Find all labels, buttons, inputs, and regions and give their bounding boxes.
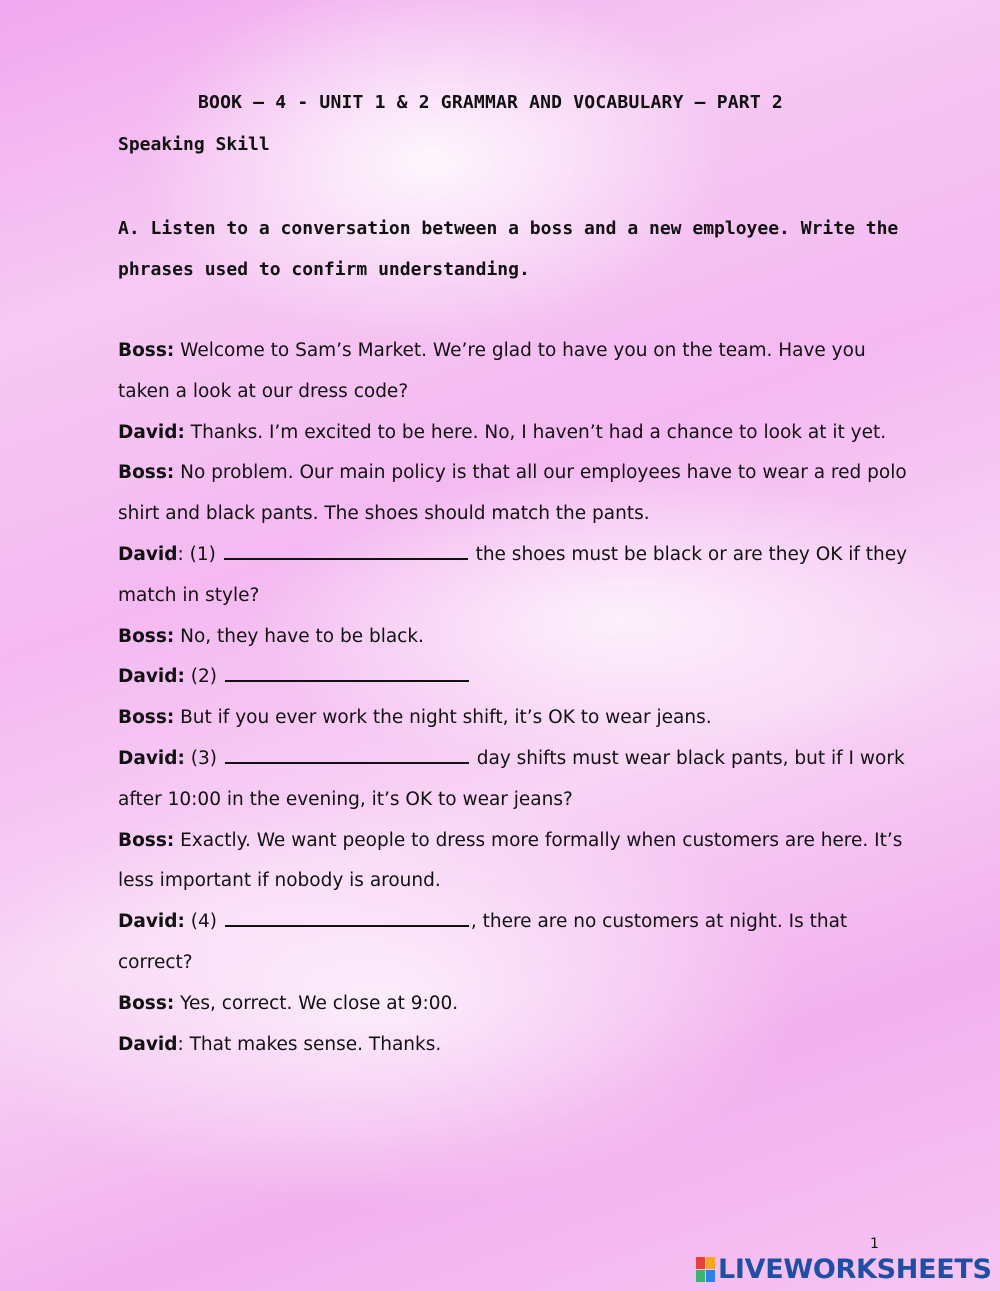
dialogue-line: [118, 453, 918, 535]
logo-text: LIVEWORKSHEETS: [718, 1254, 992, 1285]
speaker-name: Boss:: [118, 829, 175, 851]
answer-blank-1[interactable]: [224, 540, 468, 560]
dialogue-line: [118, 413, 918, 454]
speaker-name: Boss:: [118, 340, 175, 361]
dialogue-text: (2): [184, 666, 223, 688]
speaker-name: Boss:: [118, 625, 175, 647]
dialogue-text: (3): [184, 747, 223, 769]
dialogue-line: [118, 984, 918, 1025]
dialogue-text: (4): [184, 911, 223, 933]
dialogue-text: : That makes sense. Thanks.: [177, 1033, 442, 1055]
speaker-name: Boss:: [118, 992, 175, 1014]
dialogue-line: [118, 535, 918, 617]
speaker-name: Boss:: [118, 462, 175, 484]
speaker-name: David:: [118, 666, 185, 688]
dialogue-line: [118, 698, 918, 739]
dialogue-text: the shoes must be black or are they OK if they match in style?: [118, 543, 908, 606]
speaker-name: David: [118, 543, 178, 565]
dialogue-text: Thanks. I’m excited to be here. No, I haven’t had a chance to look at it yet.: [184, 421, 887, 443]
answer-blank-4[interactable]: [225, 907, 469, 927]
page-number: 1: [870, 1236, 879, 1252]
dialogue-line: [118, 617, 918, 658]
speaker-name: David: [118, 1033, 178, 1055]
speaker-name: David:: [118, 911, 185, 933]
dialogue-text: : (1): [177, 543, 222, 565]
dialogue-text: But if you ever work the night shift, it’s OK to wear jeans.: [174, 707, 712, 729]
speaker-name: Boss:: [118, 707, 175, 729]
dialogue-line: [118, 657, 918, 698]
answer-blank-2[interactable]: [225, 662, 469, 682]
liveworksheets-logo-icon: [696, 1257, 715, 1282]
dialogue-text: , there are no customers at night. Is that correct?: [118, 911, 848, 973]
liveworksheets-logo[interactable]: [696, 1254, 992, 1285]
dialogue-text: Exactly. We want people to dress more formally when customers are here. It’s less important if nobody is around.: [118, 829, 903, 892]
dialogue: [118, 331, 918, 1065]
dialogue-text: day shifts must wear black pants, but if I work after 10:00 in the evening, it’s OK to wear jeans?: [118, 747, 905, 810]
dialogue-line: [118, 739, 918, 821]
dialogue-text: No, they have to be black.: [174, 625, 424, 647]
dialogue-text: Welcome to Sam’s Market. We’re glad to have you on the team. Have you taken a look at our dress code?: [118, 340, 866, 402]
speaker-name: David:: [118, 421, 185, 443]
dialogue-text: No problem. Our main policy is that all our employees have to wear a red polo shirt and black pants. The shoes should match the pants.: [118, 462, 907, 525]
document-title: BOOK – 4 - UNIT 1 & 2 GRAMMAR AND VOCABULARY – PART 2: [198, 92, 783, 113]
dialogue-line: [118, 1025, 918, 1066]
answer-blank-3[interactable]: [225, 744, 469, 764]
dialogue-line: [118, 902, 918, 984]
dialogue-line: [118, 331, 918, 413]
speaker-name: David:: [118, 747, 185, 769]
dialogue-text: Yes, correct. We close at 9:00.: [174, 992, 459, 1014]
section-title: Speaking Skill: [118, 134, 270, 155]
exercise-instruction: A. Listen to a conversation between a boss and a new employee. Write the phrases used to confirm understanding.: [118, 218, 899, 280]
dialogue-line: [118, 821, 918, 903]
